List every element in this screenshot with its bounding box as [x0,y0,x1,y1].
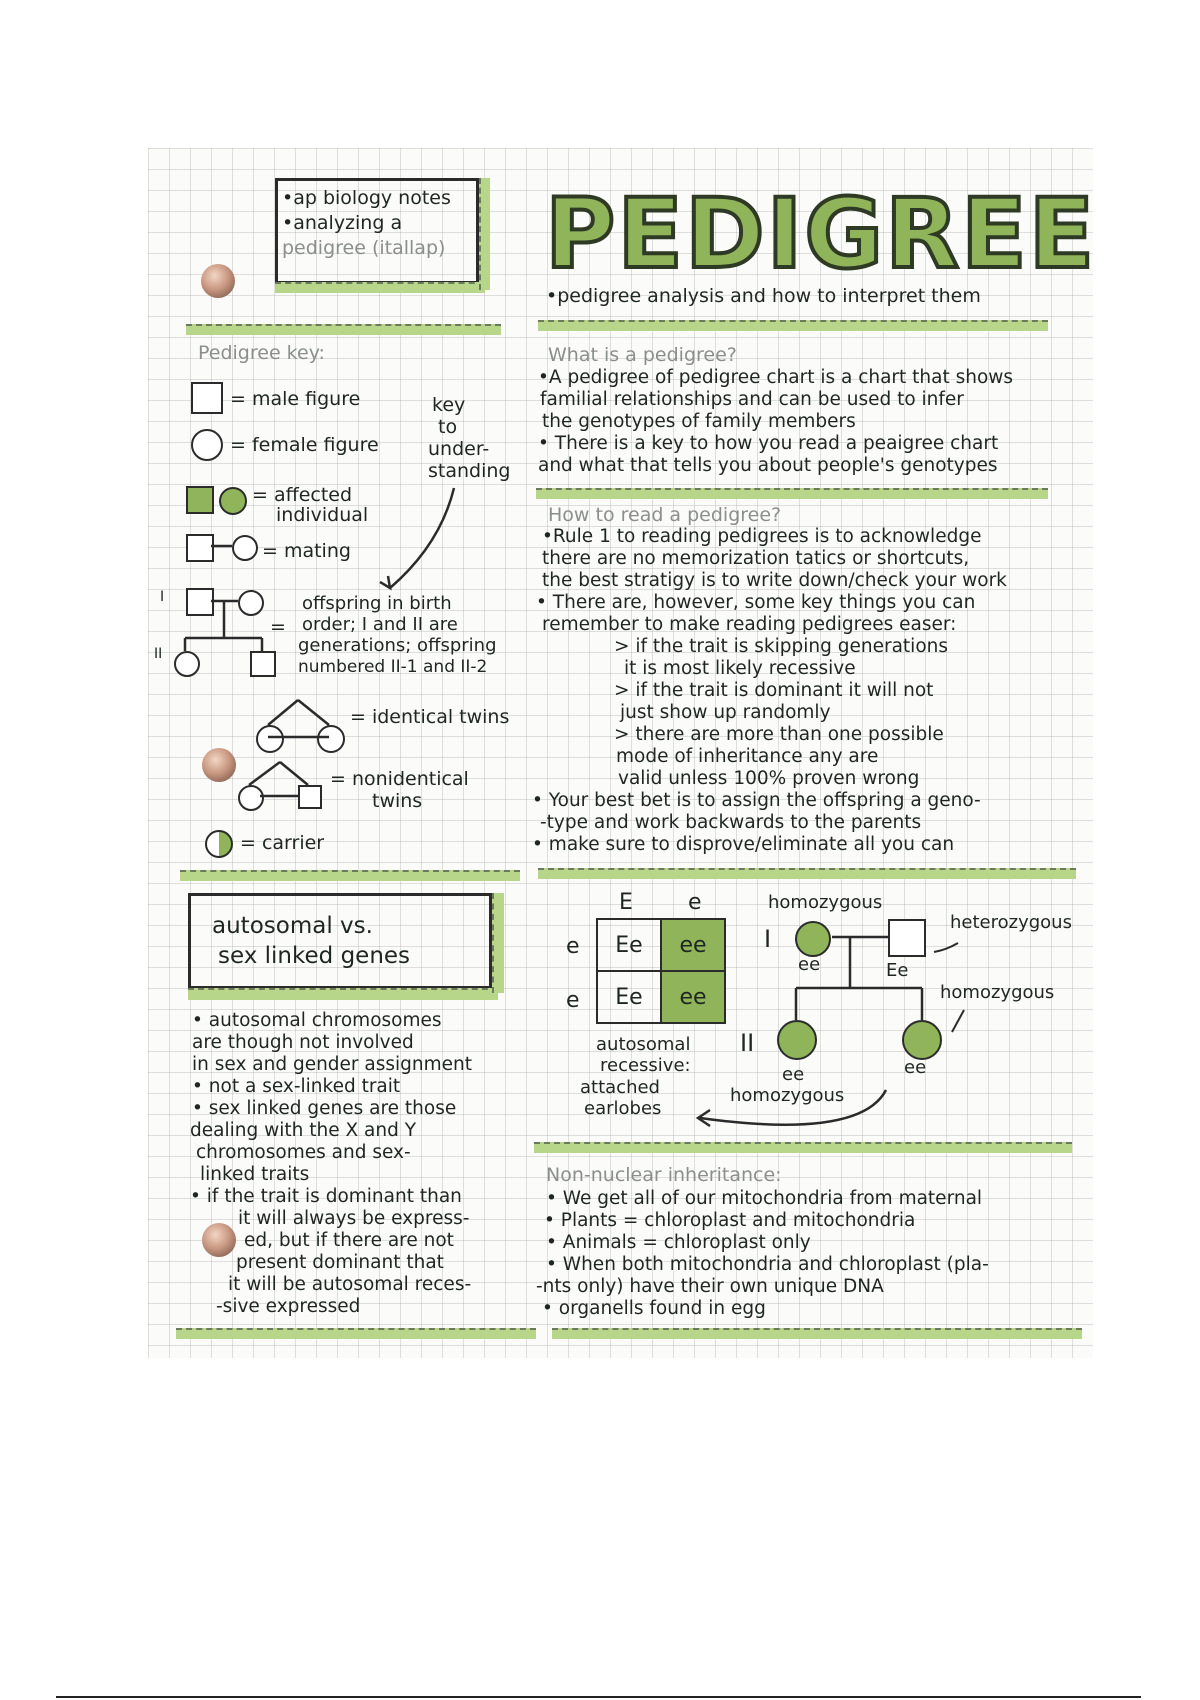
text-line: familial relationships and can be used to infer [540,389,964,410]
affected-female-icon [777,1020,817,1060]
text-line: > if the trait is dominant it will not [614,680,934,701]
divider [552,1328,1082,1339]
divider [176,1328,536,1339]
key-note: standing [428,460,511,482]
text-line: ed, but if there are not [244,1230,454,1251]
text-line: • There is a key to how you read a peaigree chart [538,433,999,454]
key-offspring-label: order; I and II are [302,614,458,635]
punnett-caption: earlobes [584,1098,662,1119]
allele-label: e [688,890,702,915]
key-female-label: = female figure [230,434,379,456]
text-line: • There are, however, some key things you can [536,592,976,613]
key-note: key [432,394,466,416]
text-line: • if the trait is dominant than [190,1186,462,1207]
text-line: -sive expressed [216,1296,361,1317]
text-line: present dominant that [236,1252,444,1273]
genotype-label: Ee [886,960,909,981]
text-line: the best stratigy is to write down/check your work [542,570,1007,591]
genotype-label: homozygous [768,892,883,913]
generation-label: II [740,1029,755,1057]
text-line: linked traits [200,1164,310,1185]
text-line: mode of inheritance any are [616,746,879,767]
text-line: just show up randomly [620,702,831,723]
key-offspring-label: offspring in birth [302,593,452,614]
text-line: -nts only) have their own unique DNA [536,1276,884,1297]
text-line: •A pedigree of pedigree chart is a chart that shows [538,367,1014,388]
punnett-caption: attached [580,1077,660,1098]
text-line: • organells found in egg [542,1298,766,1319]
text-line: > if the trait is skipping generations [614,636,949,657]
text-line: • We get all of our mitochondria from maternal [546,1188,983,1209]
topic-title: sex linked genes [218,943,411,969]
section-heading: Non-nuclear inheritance: [546,1164,782,1186]
text-line: and what that tells you about people's genotypes [538,455,998,476]
punnett-caption: autosomal [596,1034,691,1055]
text-line: -type and work backwards to the parents [540,812,922,833]
text-line: • When both mitochondria and chloroplast (pla- [546,1254,989,1275]
genotype-label: homozygous [940,982,1055,1003]
section-heading: What is a pedigree? [548,344,737,366]
generation-label: II [154,646,163,662]
text-line: it will be autosomal reces- [228,1274,472,1295]
text-line: dealing with the X and Y [190,1120,417,1141]
text-line: • autosomal chromosomes [192,1010,442,1031]
key-mating-label: = mating [262,540,351,562]
text-line: > there are more than one possible [614,724,944,745]
affected-female-icon [795,921,831,957]
text-line: in sex and gender assignment [192,1054,473,1075]
genotype-label: ee [798,954,821,975]
text-line: • Plants = chloroplast and mitochondria [544,1210,916,1231]
key-note: under- [428,438,490,460]
key-offspring-label: generations; offspring [298,635,497,656]
text-line: it will always be express- [238,1208,470,1229]
key-male-label: = male figure [230,388,361,410]
page-title: PEDIGREE [545,178,1097,290]
key-nonidentical-label: = nonidentical [330,768,469,790]
genotype-label: ee [904,1057,927,1078]
punnett-cell: ee [661,919,725,971]
generation-label: I [764,925,772,953]
key-note: to [438,416,458,438]
affected-female-icon [902,1020,942,1060]
text-line: the genotypes of family members [542,411,856,432]
punnett-cell: Ee [597,919,661,971]
key-heading: Pedigree key: [198,342,325,364]
punnett-cell: ee [661,971,725,1023]
section-heading: How to read a pedigree? [548,504,782,526]
allele-label: E [619,890,633,915]
text-line: remember to make reading pedigrees easer: [542,614,957,635]
key-nonidentical-label: twins [372,790,423,812]
page-subtitle: •pedigree analysis and how to interpret them [546,285,981,307]
notes-line: •analyzing a [282,212,403,234]
text-line: there are no memorization tatics or shortcuts, [542,548,970,569]
punnett-caption: recessive: [600,1055,691,1076]
text-line: are though not involved [192,1032,414,1053]
divider [534,1142,1072,1153]
equals-sign: = [270,616,286,638]
topic-title: autosomal vs. [212,913,373,939]
key-identical-label: = identical twins [350,706,510,728]
text-line: chromosomes and sex- [196,1142,411,1163]
allele-label: e [566,934,580,959]
key-affected-label: = affected [252,484,353,506]
text-line: • Animals = chloroplast only [546,1232,811,1253]
text-line: • not a sex-linked trait [192,1076,401,1097]
text-line: • sex linked genes are those [192,1098,457,1119]
punnett-cell: Ee [597,971,661,1023]
allele-label: e [566,988,580,1013]
text-line: valid unless 100% proven wrong [618,768,920,789]
page-footer-rule [56,1696,1141,1698]
text-line: • make sure to disprove/eliminate all you can [532,834,955,855]
key-affected-label: individual [276,504,369,526]
genotype-label: homozygous [730,1085,845,1106]
key-carrier-label: = carrier [240,832,325,854]
male-square-icon [888,919,926,957]
notes-line: •ap biology notes [282,187,451,209]
key-offspring-label: numbered II-1 and II-2 [298,657,488,677]
generation-label: I [160,589,165,605]
text-line: •Rule 1 to reading pedigrees is to acknowledge [542,526,982,547]
text-line: it is most likely recessive [624,658,856,679]
text-line: • Your best bet is to assign the offspring a geno- [532,790,981,811]
notes-line: pedigree (itallap) [282,237,446,259]
genotype-label: heterozygous [950,912,1072,933]
genotype-label: ee [782,1064,805,1085]
